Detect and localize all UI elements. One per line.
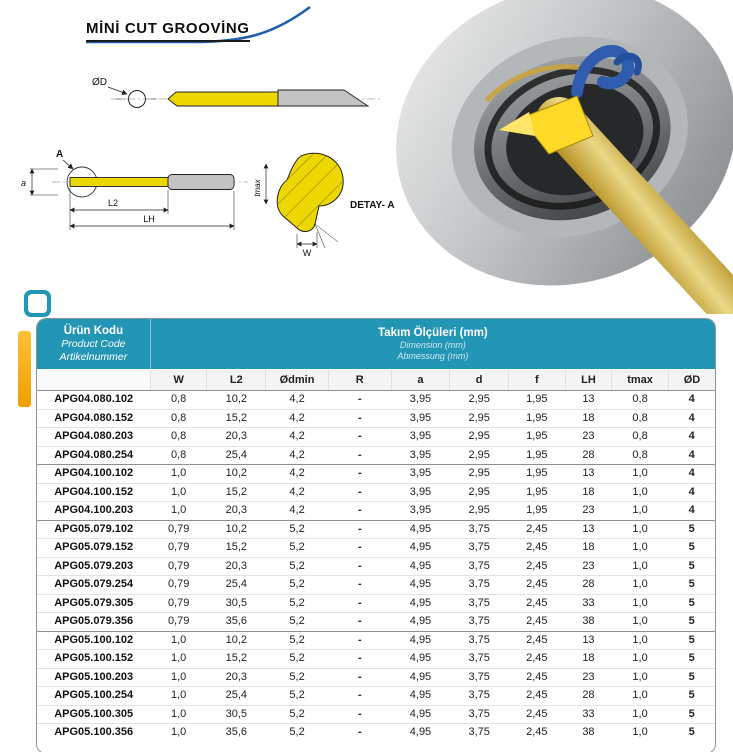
value-cell: 15,2	[207, 409, 266, 428]
dimensions-header-en: Dimension (mm)	[399, 340, 466, 350]
value-cell: 5,2	[266, 576, 329, 595]
value-cell: 1,95	[509, 446, 566, 465]
column-header-f: f	[509, 370, 566, 391]
value-cell: 2,45	[509, 576, 566, 595]
value-cell: 5,2	[266, 650, 329, 669]
value-cell: 0,8	[632, 393, 648, 405]
spec-table	[36, 318, 716, 752]
dim-label-l2: L2	[107, 198, 119, 208]
page-title: MİNİ CUT GROOVİNG	[86, 20, 250, 42]
value-cell: 5	[668, 687, 715, 706]
value-cell: 3,95	[391, 483, 450, 502]
value-cell: 3,75	[450, 613, 509, 632]
value-cell: 23	[565, 428, 612, 447]
dim-label-w: W	[302, 248, 312, 258]
product-code-cell: APG04.080.152	[37, 409, 150, 428]
value-cell: 1,0	[612, 483, 669, 502]
value-cell: 5	[668, 576, 715, 595]
value-cell: 5	[668, 650, 715, 669]
table-row	[37, 576, 715, 595]
value-cell: -	[328, 594, 391, 613]
value-cell: 4	[668, 502, 715, 521]
value-cell: 33	[565, 594, 612, 613]
product-code-header-en: Product Code	[61, 338, 126, 350]
value-cell: 15,2	[207, 539, 266, 558]
product-code-cell: APG05.079.356	[37, 613, 150, 632]
value-cell: 18	[565, 483, 612, 502]
value-cell: 4,2	[266, 502, 329, 521]
value-cell: -	[328, 668, 391, 687]
value-cell: 5,2	[266, 539, 329, 558]
value-cell: 5	[668, 520, 715, 539]
value-cell: 0,8	[150, 446, 207, 465]
value-cell: 25,4	[207, 576, 266, 595]
product-code-cell: APG04.080.254	[37, 446, 150, 465]
value-cell: 2,45	[509, 613, 566, 632]
product-code-cell: APG04.080.203	[37, 428, 150, 447]
value-cell: 13	[565, 465, 612, 484]
value-cell: 30,5	[207, 594, 266, 613]
value-cell: 38	[565, 724, 612, 742]
value-cell: 33	[565, 705, 612, 724]
value-cell: 4,95	[391, 594, 450, 613]
technical-drawing	[16, 56, 416, 276]
value-cell: 4,95	[391, 539, 450, 558]
value-cell: 5,2	[266, 520, 329, 539]
value-cell: 3,75	[450, 557, 509, 576]
value-cell: 5,2	[266, 668, 329, 687]
value-cell: 1,0	[612, 539, 669, 558]
value-cell: 2,45	[509, 539, 566, 558]
value-cell: 1,0	[150, 705, 207, 724]
value-cell: -	[328, 687, 391, 706]
table-row	[37, 668, 715, 687]
column-header-dmin: Ødmin	[266, 370, 329, 391]
product-code-cell: APG04.080.102	[54, 393, 134, 405]
value-cell: -	[328, 613, 391, 632]
value-cell: 28	[565, 687, 612, 706]
value-cell: 0,8	[150, 428, 207, 447]
table-row	[37, 613, 715, 632]
drawing-detail-a	[253, 106, 395, 261]
value-cell: 20,3	[207, 557, 266, 576]
value-cell: 1,0	[150, 687, 207, 706]
product-code-cell: APG05.100.356	[37, 724, 150, 742]
value-cell: 2,95	[468, 393, 490, 405]
value-cell: 1,95	[509, 465, 566, 484]
value-cell: 3,95	[391, 428, 450, 447]
value-cell: 4	[668, 409, 715, 428]
value-cell: 3,95	[391, 446, 450, 465]
value-cell: 1,0	[612, 520, 669, 539]
value-cell: 4	[688, 393, 695, 405]
value-cell: 20,3	[207, 428, 266, 447]
product-code-cell: APG04.100.203	[37, 502, 150, 521]
value-cell: 1,0	[612, 502, 669, 521]
value-cell: 4,95	[391, 613, 450, 632]
value-cell: 2,45	[509, 687, 566, 706]
table-row	[37, 391, 715, 410]
spec-table-body	[37, 391, 715, 742]
value-cell: 28	[565, 576, 612, 595]
value-cell: 1,0	[612, 687, 669, 706]
value-cell: 23	[565, 502, 612, 521]
value-cell: 4,2	[289, 393, 305, 405]
value-cell: -	[328, 428, 391, 447]
value-cell: 4,95	[391, 687, 450, 706]
value-cell: 4,95	[391, 724, 450, 742]
table-row	[37, 428, 715, 447]
value-cell: 2,95	[450, 465, 509, 484]
detail-title: DETAY- A	[350, 200, 395, 211]
value-cell: 10,2	[207, 631, 266, 650]
value-cell: 4	[668, 465, 715, 484]
value-cell: 5,2	[266, 594, 329, 613]
table-row	[37, 631, 715, 650]
dim-label-tmax: tmax	[253, 179, 262, 197]
table-row	[37, 483, 715, 502]
value-cell: 0,79	[150, 613, 207, 632]
detail-marker-label: A	[56, 149, 64, 160]
value-cell: -	[328, 483, 391, 502]
column-header-d: d	[450, 370, 509, 391]
spec-table-grid	[37, 319, 715, 742]
column-header-r: R	[328, 370, 391, 391]
value-cell: 1,0	[150, 465, 207, 484]
table-row	[37, 409, 715, 428]
column-header-a: a	[391, 370, 450, 391]
value-cell: 35,6	[207, 724, 266, 742]
value-cell: 1,95	[509, 409, 566, 428]
value-cell: 1,0	[150, 483, 207, 502]
dimensions-header	[150, 319, 715, 370]
value-cell: 15,2	[207, 483, 266, 502]
value-cell: 5	[668, 631, 715, 650]
drawing-side-view-top	[92, 77, 382, 108]
value-cell: 3,75	[450, 594, 509, 613]
product-code-cell: APG05.100.254	[37, 687, 150, 706]
value-cell: 3,75	[450, 576, 509, 595]
table-row	[37, 705, 715, 724]
value-cell: 3,75	[450, 668, 509, 687]
value-cell: 15,2	[207, 650, 266, 669]
value-cell: 0,79	[150, 576, 207, 595]
value-cell: 2,95	[450, 483, 509, 502]
value-cell: 3,75	[450, 539, 509, 558]
product-code-header-tr: Ürün Kodu	[63, 325, 124, 337]
value-cell: 4,95	[391, 576, 450, 595]
page-edge-tab	[18, 331, 31, 407]
table-row	[37, 650, 715, 669]
product-code-cell: APG05.100.102	[37, 631, 150, 650]
column-header-d: ØD	[668, 370, 715, 391]
dim-label-lh: LH	[143, 214, 155, 224]
value-cell: 10,2	[225, 393, 248, 405]
value-cell: 5	[668, 594, 715, 613]
value-cell: 2,45	[509, 631, 566, 650]
product-photo	[381, 0, 733, 314]
value-cell: 1,0	[612, 557, 669, 576]
value-cell: 1,0	[612, 705, 669, 724]
value-cell: 3,75	[450, 520, 509, 539]
value-cell: 3,75	[450, 705, 509, 724]
value-cell: 5	[668, 724, 715, 742]
column-header-tmax: tmax	[612, 370, 669, 391]
table-row	[37, 502, 715, 521]
value-cell: 0,79	[150, 557, 207, 576]
column-header-l2: L2	[207, 370, 266, 391]
value-cell: 23	[565, 668, 612, 687]
product-code-header	[37, 319, 150, 370]
value-cell: 0,79	[150, 520, 207, 539]
value-cell: 5	[668, 705, 715, 724]
value-cell: 3,75	[450, 724, 509, 742]
value-cell: -	[328, 502, 391, 521]
column-header-lh: LH	[565, 370, 612, 391]
table-row	[37, 465, 715, 484]
value-cell: -	[328, 409, 391, 428]
column-header-w: W	[150, 370, 207, 391]
product-code-cell: APG04.100.152	[37, 483, 150, 502]
product-code-cell: APG05.079.102	[37, 520, 150, 539]
value-cell: 4,2	[266, 465, 329, 484]
product-code-cell: APG05.100.203	[37, 668, 150, 687]
value-cell: 0,8	[150, 409, 207, 428]
value-cell: 1,95	[509, 483, 566, 502]
value-cell: -	[328, 724, 391, 742]
value-cell: 5,2	[266, 724, 329, 742]
product-code-cell: APG05.100.305	[37, 705, 150, 724]
value-cell: 0,8	[612, 446, 669, 465]
drawing-side-view-dimensioned	[21, 149, 248, 230]
value-cell: -	[328, 576, 391, 595]
value-cell: 5	[668, 539, 715, 558]
value-cell: -	[328, 557, 391, 576]
value-cell: 1,0	[612, 724, 669, 742]
table-title-row	[37, 319, 715, 370]
value-cell: -	[328, 631, 391, 650]
value-cell: 1,0	[612, 576, 669, 595]
value-cell: 1,0	[612, 594, 669, 613]
dim-label-a: a	[21, 178, 27, 188]
value-cell: 2,95	[450, 446, 509, 465]
table-row	[37, 594, 715, 613]
corner-bookmark-icon	[24, 290, 51, 317]
value-cell: 0,8	[171, 393, 187, 405]
value-cell: 4,2	[266, 409, 329, 428]
value-cell: 4,95	[391, 557, 450, 576]
value-cell: 4,95	[391, 650, 450, 669]
value-cell: 3,75	[450, 687, 509, 706]
value-cell: 5	[668, 557, 715, 576]
value-cell: 5	[668, 668, 715, 687]
value-cell: 4	[668, 446, 715, 465]
value-cell: 2,45	[509, 557, 566, 576]
value-cell: 25,4	[207, 446, 266, 465]
value-cell: 35,6	[207, 613, 266, 632]
value-cell: 1,0	[612, 650, 669, 669]
value-cell: 2,95	[450, 409, 509, 428]
value-cell: 4,2	[266, 428, 329, 447]
value-cell: 5	[668, 613, 715, 632]
value-cell: 1,0	[612, 668, 669, 687]
value-cell: 1,0	[150, 650, 207, 669]
value-cell: 28	[565, 446, 612, 465]
value-cell: 20,3	[207, 502, 266, 521]
value-cell: 1,0	[150, 631, 207, 650]
value-cell: 3,95	[409, 393, 432, 405]
value-cell: 4,95	[391, 520, 450, 539]
value-cell: 0,79	[150, 539, 207, 558]
column-header-empty	[37, 370, 150, 391]
value-cell: 1,95	[509, 502, 566, 521]
column-header-row	[37, 370, 715, 391]
product-code-cell: APG05.079.203	[37, 557, 150, 576]
value-cell: 5,2	[266, 613, 329, 632]
value-cell: 4,95	[391, 668, 450, 687]
value-cell: -	[328, 539, 391, 558]
value-cell: -	[357, 393, 362, 405]
value-cell: 2,45	[509, 650, 566, 669]
value-cell: 2,45	[509, 594, 566, 613]
product-code-cell: APG05.079.305	[37, 594, 150, 613]
value-cell: 18	[565, 409, 612, 428]
value-cell: 4	[668, 428, 715, 447]
value-cell: 4,2	[266, 446, 329, 465]
value-cell: 0,8	[612, 409, 669, 428]
value-cell: -	[328, 465, 391, 484]
value-cell: 18	[565, 650, 612, 669]
dim-label-od: ØD	[92, 77, 107, 88]
table-row	[37, 687, 715, 706]
product-code-cell: APG04.100.102	[37, 465, 150, 484]
value-cell: 5,2	[266, 557, 329, 576]
value-cell: 2,95	[450, 428, 509, 447]
value-cell: 10,2	[207, 520, 266, 539]
value-cell: 3,75	[450, 650, 509, 669]
value-cell: 1,0	[150, 668, 207, 687]
value-cell: 3,75	[450, 631, 509, 650]
value-cell: 2,45	[509, 724, 566, 742]
table-row	[37, 557, 715, 576]
value-cell: -	[328, 520, 391, 539]
value-cell: 0,8	[612, 428, 669, 447]
value-cell: 20,3	[207, 668, 266, 687]
value-cell: 2,45	[509, 668, 566, 687]
table-row	[37, 724, 715, 742]
value-cell: 25,4	[207, 687, 266, 706]
value-cell: 5,2	[266, 705, 329, 724]
value-cell: -	[328, 446, 391, 465]
value-cell: 4,95	[391, 631, 450, 650]
value-cell: 13	[582, 393, 595, 405]
value-cell: 18	[565, 539, 612, 558]
value-cell: 5,2	[266, 687, 329, 706]
value-cell: 4	[668, 483, 715, 502]
value-cell: 4,2	[266, 483, 329, 502]
value-cell: 5,2	[266, 631, 329, 650]
value-cell: 2,45	[509, 520, 566, 539]
value-cell: 13	[565, 520, 612, 539]
value-cell: 38	[565, 613, 612, 632]
value-cell: 13	[565, 631, 612, 650]
product-code-cell: APG05.079.152	[37, 539, 150, 558]
table-row	[37, 446, 715, 465]
value-cell: 23	[565, 557, 612, 576]
value-cell: 2,95	[450, 502, 509, 521]
value-cell: 3,95	[391, 502, 450, 521]
product-code-header-de: Artikelnummer	[59, 351, 128, 363]
value-cell: 1,0	[150, 502, 207, 521]
value-cell: 1,0	[612, 613, 669, 632]
value-cell: 1,95	[526, 393, 548, 405]
value-cell: 1,0	[612, 465, 669, 484]
value-cell: 10,2	[207, 465, 266, 484]
value-cell: 3,95	[391, 465, 450, 484]
value-cell: 2,45	[509, 705, 566, 724]
product-code-cell: APG05.100.152	[37, 650, 150, 669]
value-cell: -	[328, 705, 391, 724]
dimensions-header-tr: Takım Ölçüleri (mm)	[378, 327, 488, 339]
value-cell: 1,0	[150, 724, 207, 742]
value-cell: 3,95	[391, 409, 450, 428]
value-cell: 1,0	[612, 631, 669, 650]
table-row	[37, 520, 715, 539]
value-cell: 1,95	[509, 428, 566, 447]
value-cell: -	[328, 650, 391, 669]
table-row	[37, 539, 715, 558]
value-cell: 30,5	[207, 705, 266, 724]
value-cell: 4,95	[391, 705, 450, 724]
value-cell: 0,79	[150, 594, 207, 613]
dimensions-header-de: Abmessung (mm)	[397, 351, 469, 361]
product-code-cell: APG05.079.254	[37, 576, 150, 595]
